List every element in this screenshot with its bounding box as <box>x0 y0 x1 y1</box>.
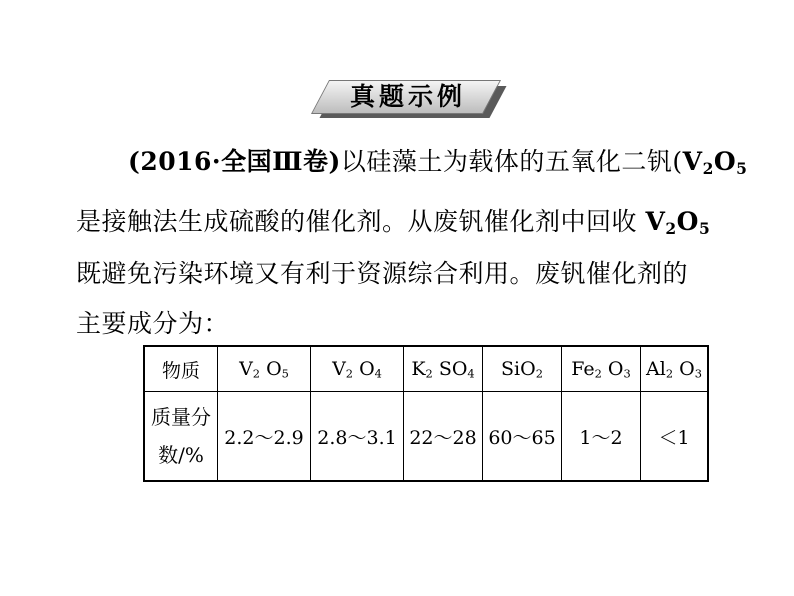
paragraph-line-1 <box>128 142 747 178</box>
header-cell-k2so4: K2 SO4 <box>404 346 483 392</box>
header-cell-sio2: SiO2 <box>483 346 562 392</box>
row-label-cell: 质量分 数/% <box>144 392 218 482</box>
source-label: (2016·全国Ⅲ卷) <box>128 147 341 176</box>
header-label-cell: 物质 <box>144 346 218 392</box>
table-value-row <box>144 392 708 482</box>
header-cell-al2o3: Al2 O3 <box>641 346 709 392</box>
header-cell-v2o5: V2 O5 <box>218 346 311 392</box>
header-cell-v2o4: V2 O4 <box>311 346 404 392</box>
line2-text: 是接触法生成硫酸的催化剂。从废钒催化剂中回收 <box>76 207 638 236</box>
formula-v2o5: $V_2O_5$ <box>682 147 748 178</box>
banner-title: 真题示例 <box>349 82 466 111</box>
section-banner <box>318 78 504 122</box>
value-cell-sio2: 60～65 <box>483 392 562 482</box>
paragraph-line-4: 主要成分为： <box>76 309 230 338</box>
line1-text: 以硅藻土为载体的五氧化二钒( <box>340 147 683 176</box>
value-cell-k2so4: 22～28 <box>404 392 483 482</box>
formula-v2o5-2: $V_2O_5$ <box>645 207 711 238</box>
composition-table <box>143 345 709 482</box>
value-cell-fe2o3: 1～2 <box>562 392 641 482</box>
value-cell-al2o3: ＜1 <box>641 392 709 482</box>
value-cell-v2o5: 2.2～2.9 <box>218 392 311 482</box>
paragraph-line-3: 既避免污染环境又有利于资源综合利用。废钒催化剂的 <box>76 259 689 288</box>
paragraph-line-2 <box>76 202 710 238</box>
table-header-row <box>144 346 708 392</box>
header-cell-fe2o3: Fe2 O3 <box>562 346 641 392</box>
value-cell-v2o4: 2.8～3.1 <box>311 392 404 482</box>
